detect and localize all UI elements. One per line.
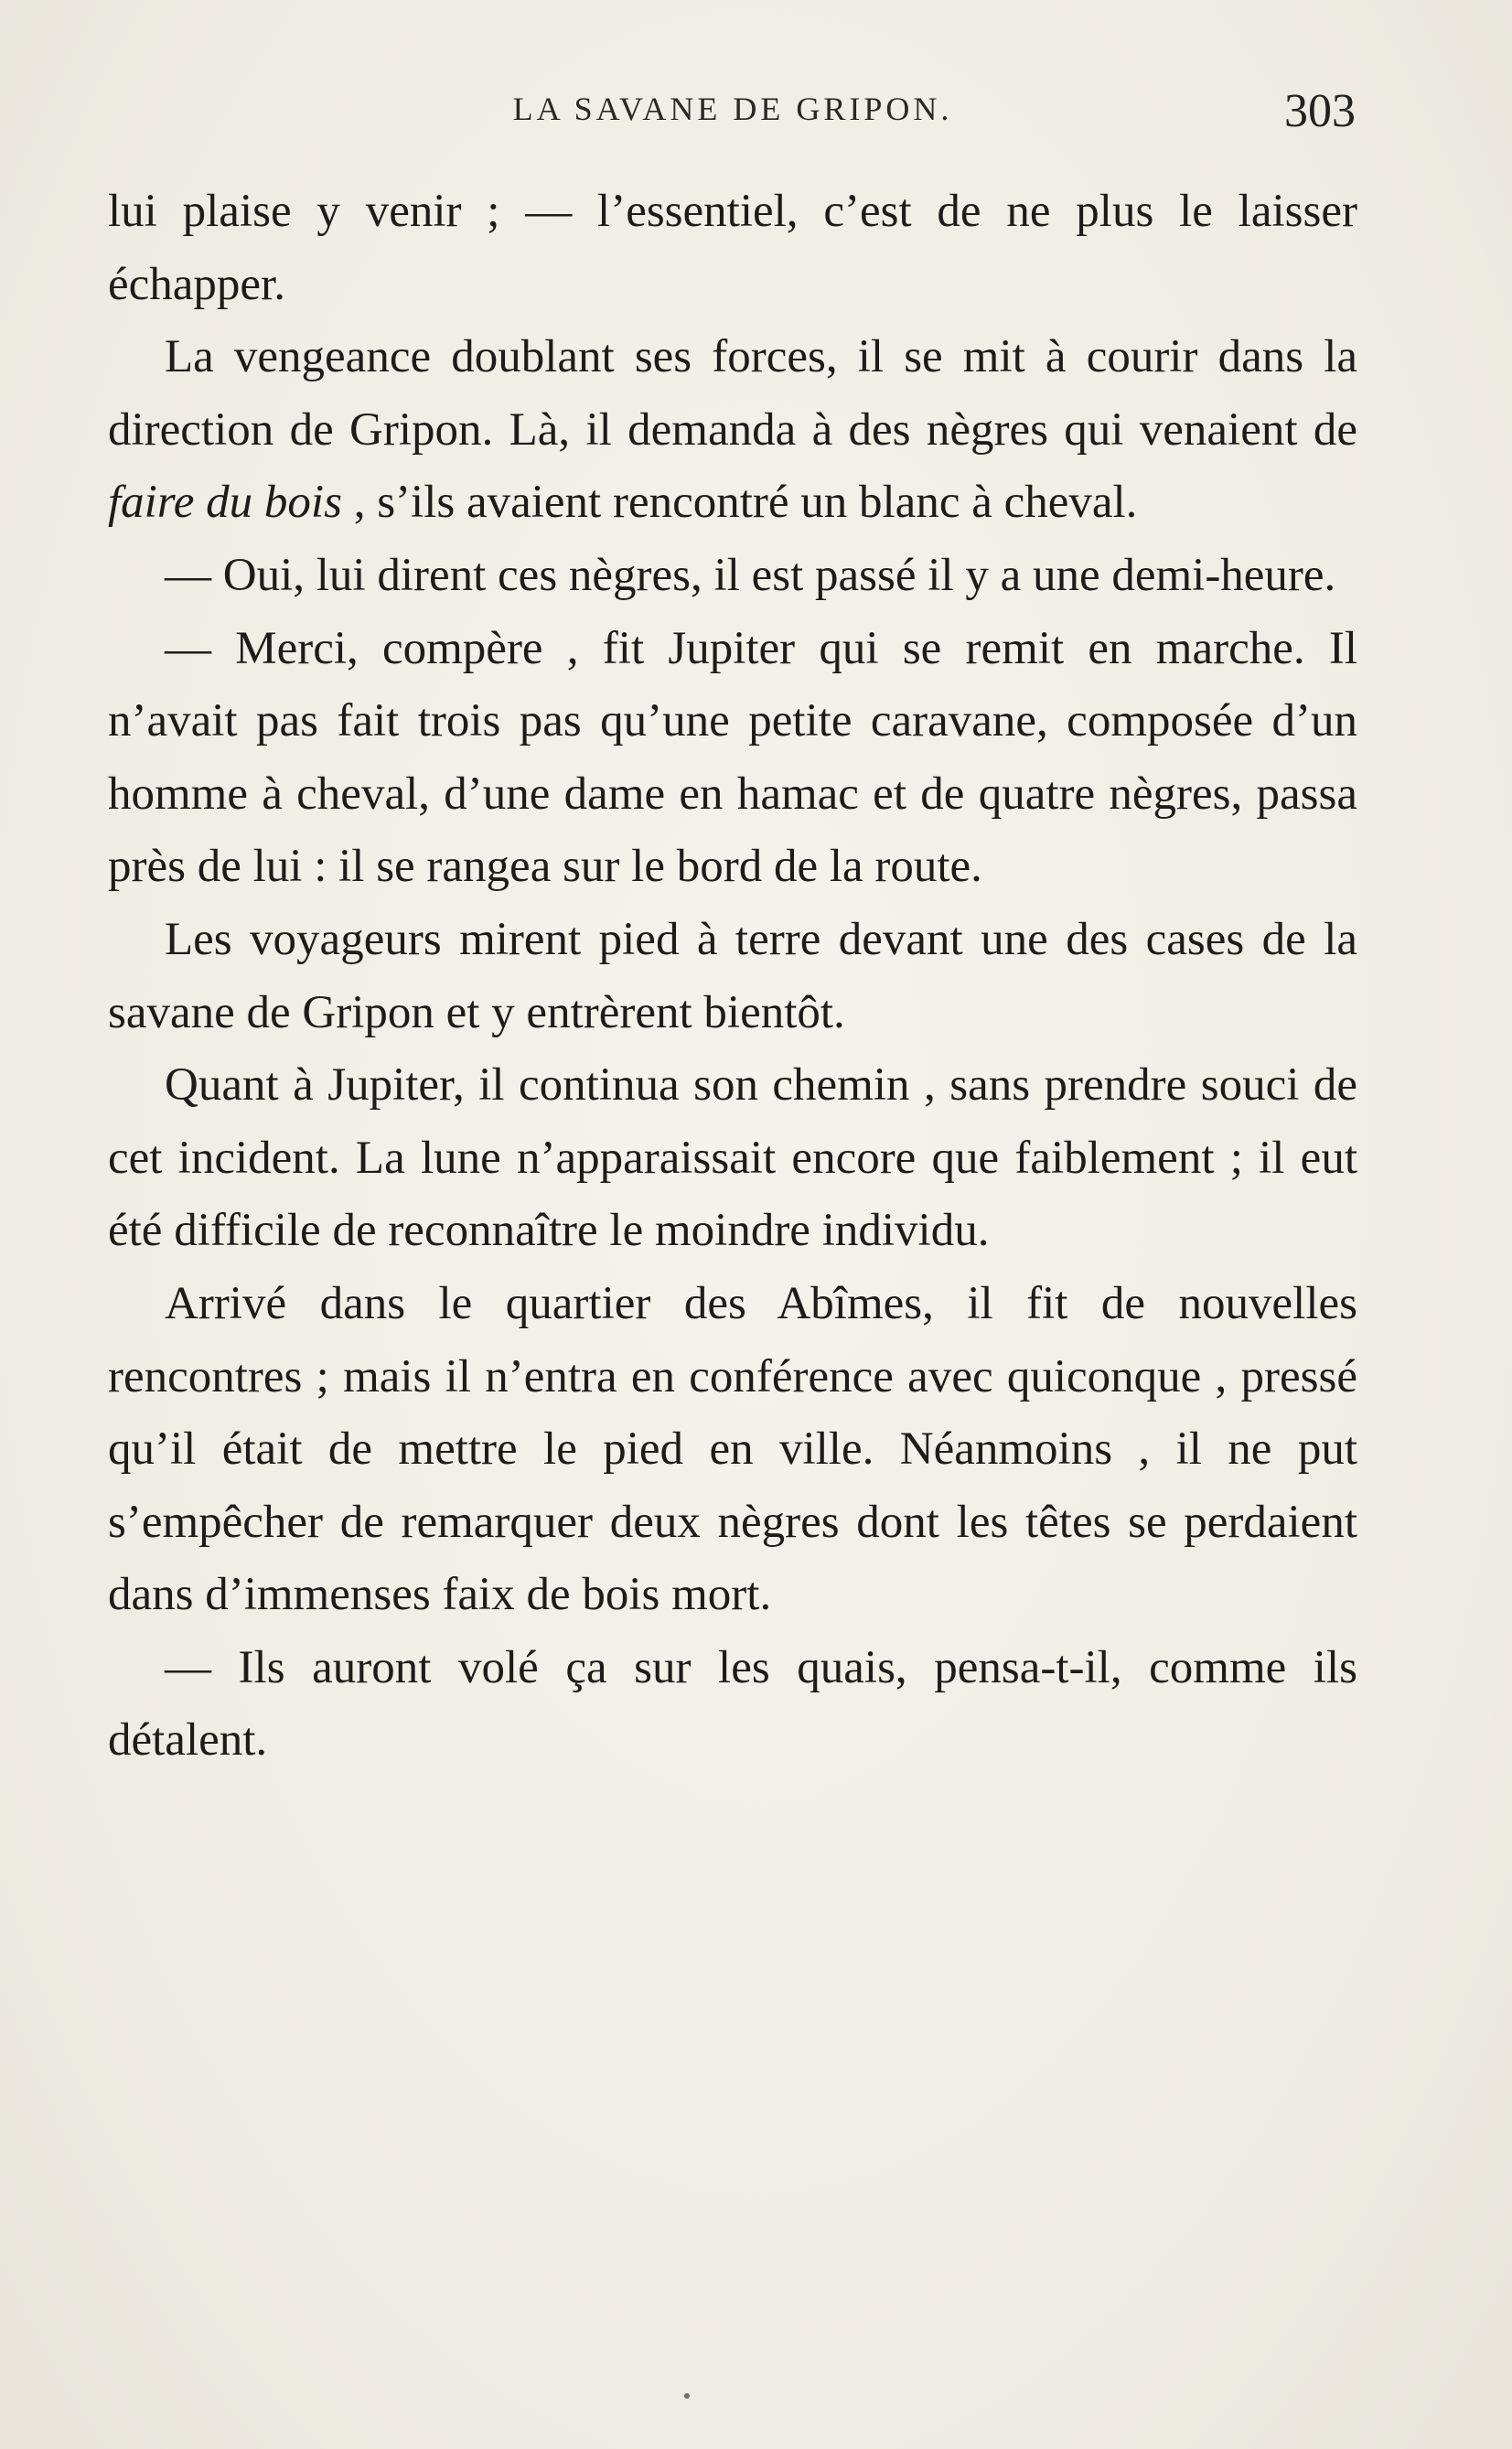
paragraph-text: lui plaise y venir ; — l’essentiel, c’est de ne plus le laisser échapper. — [108, 186, 1357, 310]
paragraph-text: — Ils auront volé ça sur les quais, pensa-t-il, comme ils détalent. — [108, 1641, 1357, 1767]
body-text — [108, 176, 1357, 1778]
paragraph-text: La vengeance doublant ses forces, il se mit à courir dans la direction de Gripon. Là, il demanda à des nègres qui venaient de — [108, 331, 1357, 456]
paragraph-text: Arrivé dans le quartier des Abîmes, il fit de nouvelles rencontres ; mais il n’entra en conférence avec quiconque , pressé qu’il était de mettre le pied en ville. Néanmoins , il ne put s’empêcher de remarquer deux nègres dont les têtes se perdaient dans d’immenses faix de bois mort. — [108, 1277, 1357, 1621]
running-title: LA SAVANE DE GRIPON. — [512, 91, 953, 127]
italic-phrase: faire du bois — [108, 477, 342, 529]
paragraph-text: Les voyageurs mirent pied à terre devant une des cases de la savane de Gripon et y entrèrent bientôt. — [108, 913, 1357, 1038]
paragraph-text: — Oui, lui dirent ces nègres, il est passé il y a une demi-heure. — [165, 549, 1336, 601]
paragraph-text: Quant à Jupiter, il continua son chemin , sans prendre souci de cet incident. La lune n’apparaissait encore que faiblement ; il eut été difficile de reconnaître le moindre individu. — [108, 1059, 1357, 1257]
paragraph-6 — [108, 1049, 1357, 1268]
paragraph-5 — [108, 904, 1357, 1049]
paragraph-text: — Merci, compère , fit Jupiter qui se remit en marche. Il n’avait pas fait trois pas qu’une petite caravane, composée d’un homme à cheval, d’une dame en hamac et de quatre nègres, passa près de lui : il se rangea sur le bord de la route. — [108, 622, 1357, 893]
paragraph-4 — [108, 613, 1357, 904]
paragraph-1 — [108, 176, 1357, 321]
running-head — [108, 84, 1357, 139]
paragraph-text-after: , s’ils avaient rencontré un blanc à cheval. — [341, 477, 1138, 529]
paragraph-3 — [108, 540, 1357, 613]
paragraph-7 — [108, 1268, 1357, 1632]
paragraph-8 — [108, 1632, 1357, 1778]
page-number: 303 — [1284, 85, 1356, 137]
paper-speck — [684, 2393, 690, 2399]
paragraph-2 — [108, 321, 1357, 540]
